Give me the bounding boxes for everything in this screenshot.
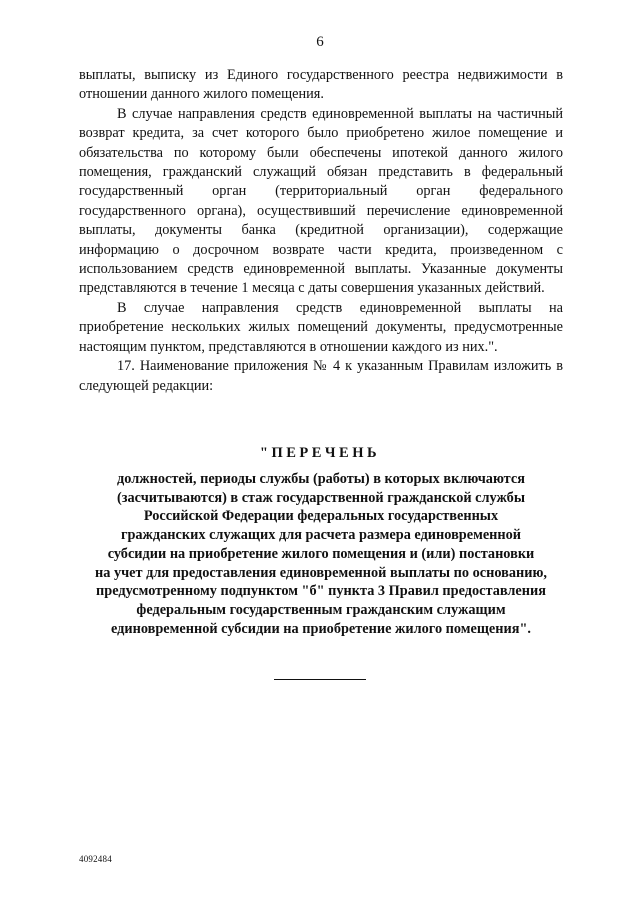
subtitle-line: федеральным государственным гражданским служащим: [136, 601, 506, 618]
subtitle-line: должностей, периоды службы (работы) в которых включаются: [117, 471, 525, 487]
list-title: "ПЕРЕЧЕНЬ: [259, 445, 381, 461]
document-body: [79, 66, 563, 396]
paragraph-multiple-dwellings: В случае направления средств единовременной выплаты на приобретение нескольких жилых помещений документы, предусмотренные настоящим пунктом, представляются в отношении каждого из них.".: [79, 299, 563, 355]
page-number: 6: [316, 34, 324, 50]
paragraph-continuation: выплаты, выписку из Единого государственного реестра недвижимости в отношении данного жилого помещения.: [79, 67, 563, 103]
subtitle-line: на учет для предоставления единовременной выплаты по основанию,: [95, 564, 547, 581]
paragraph-partial-repayment: В случае направления средств единовременной выплаты на частичный возврат кредита, за счет которого было приобретено жилое помещение и обязательства по которому были обеспечены ипотекой данного жилого помещения, гражданский служащий обязан представить в федеральный государственный орган (территориальный орган федерального государственного органа), осуществивший перечисление единовременной выплаты, документы банка (кредитной организации), содержащие информацию о досрочном возврате части кредита, произведенном с использованием средств единовременной выплаты. Указанные документы представляются в течение 1 месяца с даты совершения указанных действий.: [79, 105, 563, 297]
document-code: 4092484: [79, 854, 112, 864]
paragraph-item-17: 17. Наименование приложения № 4 к указанным Правилам изложить в следующей редакции:: [79, 358, 563, 394]
list-subtitle: [79, 470, 563, 638]
subtitle-line: предусмотренному подпунктом "б" пункта 3 Правил предоставления: [96, 583, 546, 600]
subtitle-line: (засчитываются) в стаж государственной гражданской службы: [117, 489, 525, 506]
subtitle-line: гражданских служащих для расчета размера единовременной: [120, 527, 522, 544]
separator-line: [274, 679, 366, 680]
subtitle-line: субсидии на приобретение жилого помещения и (или) постановки: [107, 545, 535, 562]
subtitle-line: единовременной субсидии на приобретение жилого помещения".: [110, 620, 532, 637]
subtitle-line: Российской Федерации федеральных государственных: [143, 508, 499, 525]
